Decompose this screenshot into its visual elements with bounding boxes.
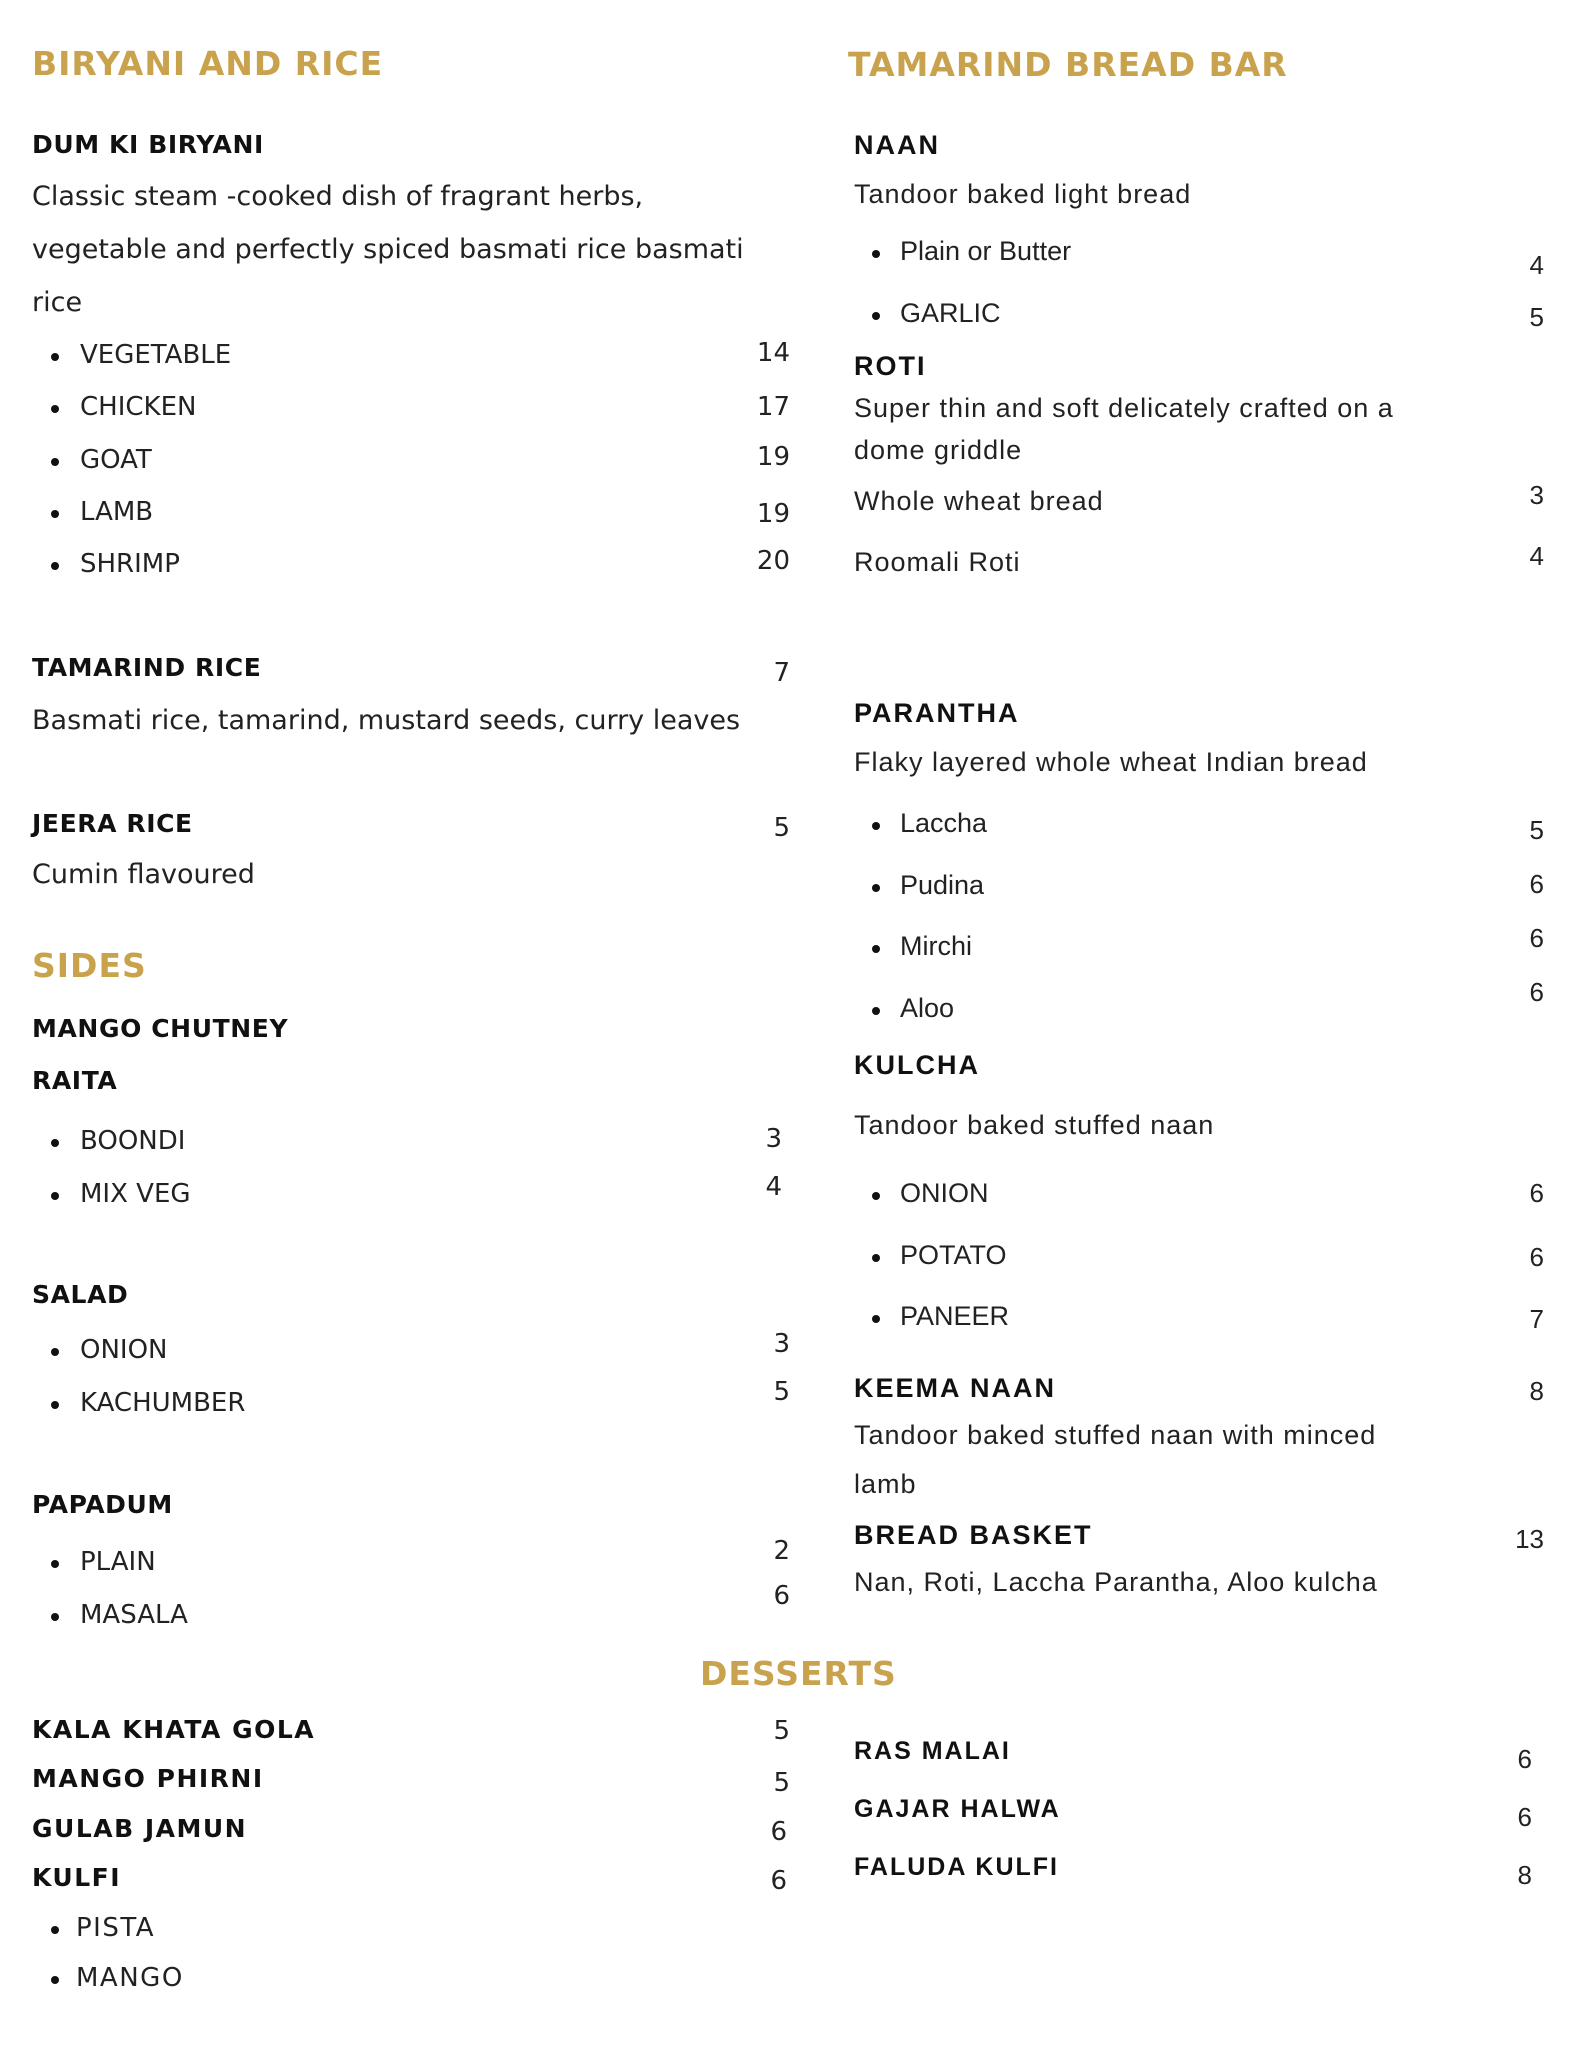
item-price: 3 [773,1329,790,1359]
bullet-dot [51,1401,59,1409]
section-title-sides: SIDES [32,946,147,985]
list-item-label: ONION [900,1178,989,1208]
list-item-label: POTATO [900,1240,1007,1270]
list-item-label: ONION [80,1335,168,1365]
item-price: 8 [1517,1860,1532,1890]
item-price: 3 [765,1124,782,1154]
item-price: 6 [770,1817,787,1847]
item-price: 6 [1529,923,1544,953]
section-title-desserts: DESSERTS [700,1654,897,1693]
item-title-parantha: PARANTHA [854,698,1020,728]
list-item-label: Aloo [900,993,955,1023]
list-item-label: BOONDI [80,1126,186,1156]
list-item-label: Pudina [900,870,985,900]
dessert-name: KULFI [32,1863,122,1892]
item-price: 5 [1529,815,1544,845]
item-title-papadum: PAPADUM [32,1490,173,1519]
bullet-dot [51,510,59,518]
item-price: 14 [756,338,790,368]
item-price: 5 [773,1377,790,1407]
list-item-label: Plain or Butter [900,236,1072,266]
item-price: 6 [1517,1744,1532,1774]
list-item-label: VEGETABLE [80,340,232,370]
bullet-dot [51,458,59,466]
item-title-jeera-rice: JEERA RICE [32,809,193,838]
description-line: rice [32,287,83,318]
list-item-label: PLAIN [80,1547,156,1577]
item-price: 6 [1517,1802,1532,1832]
item-price: 20 [756,546,790,576]
list-item-label: LAMB [80,497,154,527]
item-price: 7 [1529,1304,1544,1334]
bullet-dot [872,822,880,830]
bullet-dot [51,1613,59,1621]
item-title-naan: NAAN [854,130,940,160]
list-item-label: SHRIMP [80,549,180,579]
item-price: 5 [1529,302,1544,332]
bullet-dot [872,1254,880,1262]
bullet-dot [51,1348,59,1356]
item-title-tamarind-rice: TAMARIND RICE [32,653,262,682]
description-line: Tandoor baked stuffed naan with minced [854,1420,1377,1450]
item-title-roti: ROTI [854,351,927,381]
list-item-label: Laccha [900,808,988,838]
section-title-biryani-and-rice: BIRYANI AND RICE [32,44,384,83]
item-description-bread-basket: Nan, Roti, Laccha Parantha, Aloo kulcha [854,1567,1378,1597]
bullet-dot [51,1192,59,1200]
item-price: 4 [1529,541,1544,571]
bullet-dot [51,353,59,361]
item-description-parantha: Flaky layered whole wheat Indian bread [854,747,1368,777]
item-price: 13 [1515,1524,1544,1554]
item-price: 19 [756,499,790,529]
item-title-kulcha: KULCHA [854,1050,980,1080]
item-price: 6 [1529,977,1544,1007]
bullet-dot [51,405,59,413]
item-price: 5 [773,1716,790,1746]
item-price: 19 [756,442,790,472]
bullet-dot [872,250,880,258]
item-price: 7 [773,658,790,688]
item-description-roti [854,387,1494,471]
item-price: 5 [773,1768,790,1798]
item-title-bread-basket: BREAD BASKET [854,1520,1093,1550]
item-title-raita: RAITA [32,1066,118,1095]
dessert-name: KALA KHATA GOLA [32,1715,316,1744]
item-description-naan: Tandoor baked light bread [854,179,1192,209]
section-title-tamarind-bread-bar: TAMARIND BREAD BAR [848,45,1288,84]
list-item-label: GARLIC [900,298,1001,328]
item-price: 17 [756,392,790,422]
item-price: 3 [1529,480,1544,510]
list-item-label: MIX VEG [80,1179,191,1209]
dessert-name: GAJAR HALWA [854,1795,1061,1823]
item-description-jeera-rice: Cumin flavoured [32,859,255,890]
bullet-dot [872,312,880,320]
dessert-name: GULAB JAMUN [32,1814,248,1843]
item-description-keema-naan [854,1411,1494,1509]
item-title-mango-chutney: MANGO CHUTNEY [32,1014,289,1043]
item-description-tamarind-rice: Basmati rice, tamarind, mustard seeds, curry leaves [32,705,741,736]
list-item-label: PANEER [900,1301,1010,1331]
dessert-name: MANGO PHIRNI [32,1764,264,1793]
bullet-dot [872,1315,880,1323]
item-price: 6 [770,1866,787,1896]
item-title-dum-ki-biryani: DUM KI BIRYANI [32,130,264,159]
dessert-name: RAS MALAI [854,1737,1011,1765]
description-line: lamb [854,1469,917,1499]
item-title-salad: SALAD [32,1280,129,1309]
bullet-dot [51,1139,59,1147]
description-line: Super thin and soft delicately crafted on a [854,393,1394,423]
description-line: Classic steam -cooked dish of fragrant herbs, [32,181,644,212]
item-price: 6 [1529,1242,1544,1272]
item-price: 2 [773,1536,790,1566]
bullet-dot [51,1976,59,1984]
bullet-dot [872,945,880,953]
item-description-kulcha: Tandoor baked stuffed naan [854,1110,1215,1140]
list-item-label: KACHUMBER [80,1388,246,1418]
kulfi-flavor: PISTA [76,1913,155,1943]
list-item-label: Mirchi [900,931,972,961]
item-price: 8 [1529,1376,1544,1406]
description-line: dome griddle [854,435,1023,465]
item-price: 4 [1529,250,1544,280]
bullet-dot [51,1926,59,1934]
bullet-dot [872,1007,880,1015]
item-title-keema-naan: KEEMA NAAN [854,1373,1056,1403]
bullet-dot [872,884,880,892]
kulfi-flavor: MANGO [76,1963,184,1993]
list-item-label: Whole wheat bread [854,486,1104,516]
list-item-label: GOAT [80,445,152,475]
item-price: 4 [765,1172,782,1202]
list-item-label: Roomali Roti [854,547,1021,577]
list-item-label: MASALA [80,1600,188,1630]
item-price: 6 [1529,869,1544,899]
list-item-label: CHICKEN [80,392,197,422]
item-price: 5 [773,813,790,843]
bullet-dot [872,1192,880,1200]
bullet-dot [51,562,59,570]
description-line: vegetable and perfectly spiced basmati rice basmati [32,234,744,265]
item-price: 6 [1529,1178,1544,1208]
item-price: 6 [773,1581,790,1611]
dessert-name: FALUDA KULFI [854,1853,1059,1881]
bullet-dot [51,1560,59,1568]
item-description-dum-ki-biryani [32,170,752,329]
